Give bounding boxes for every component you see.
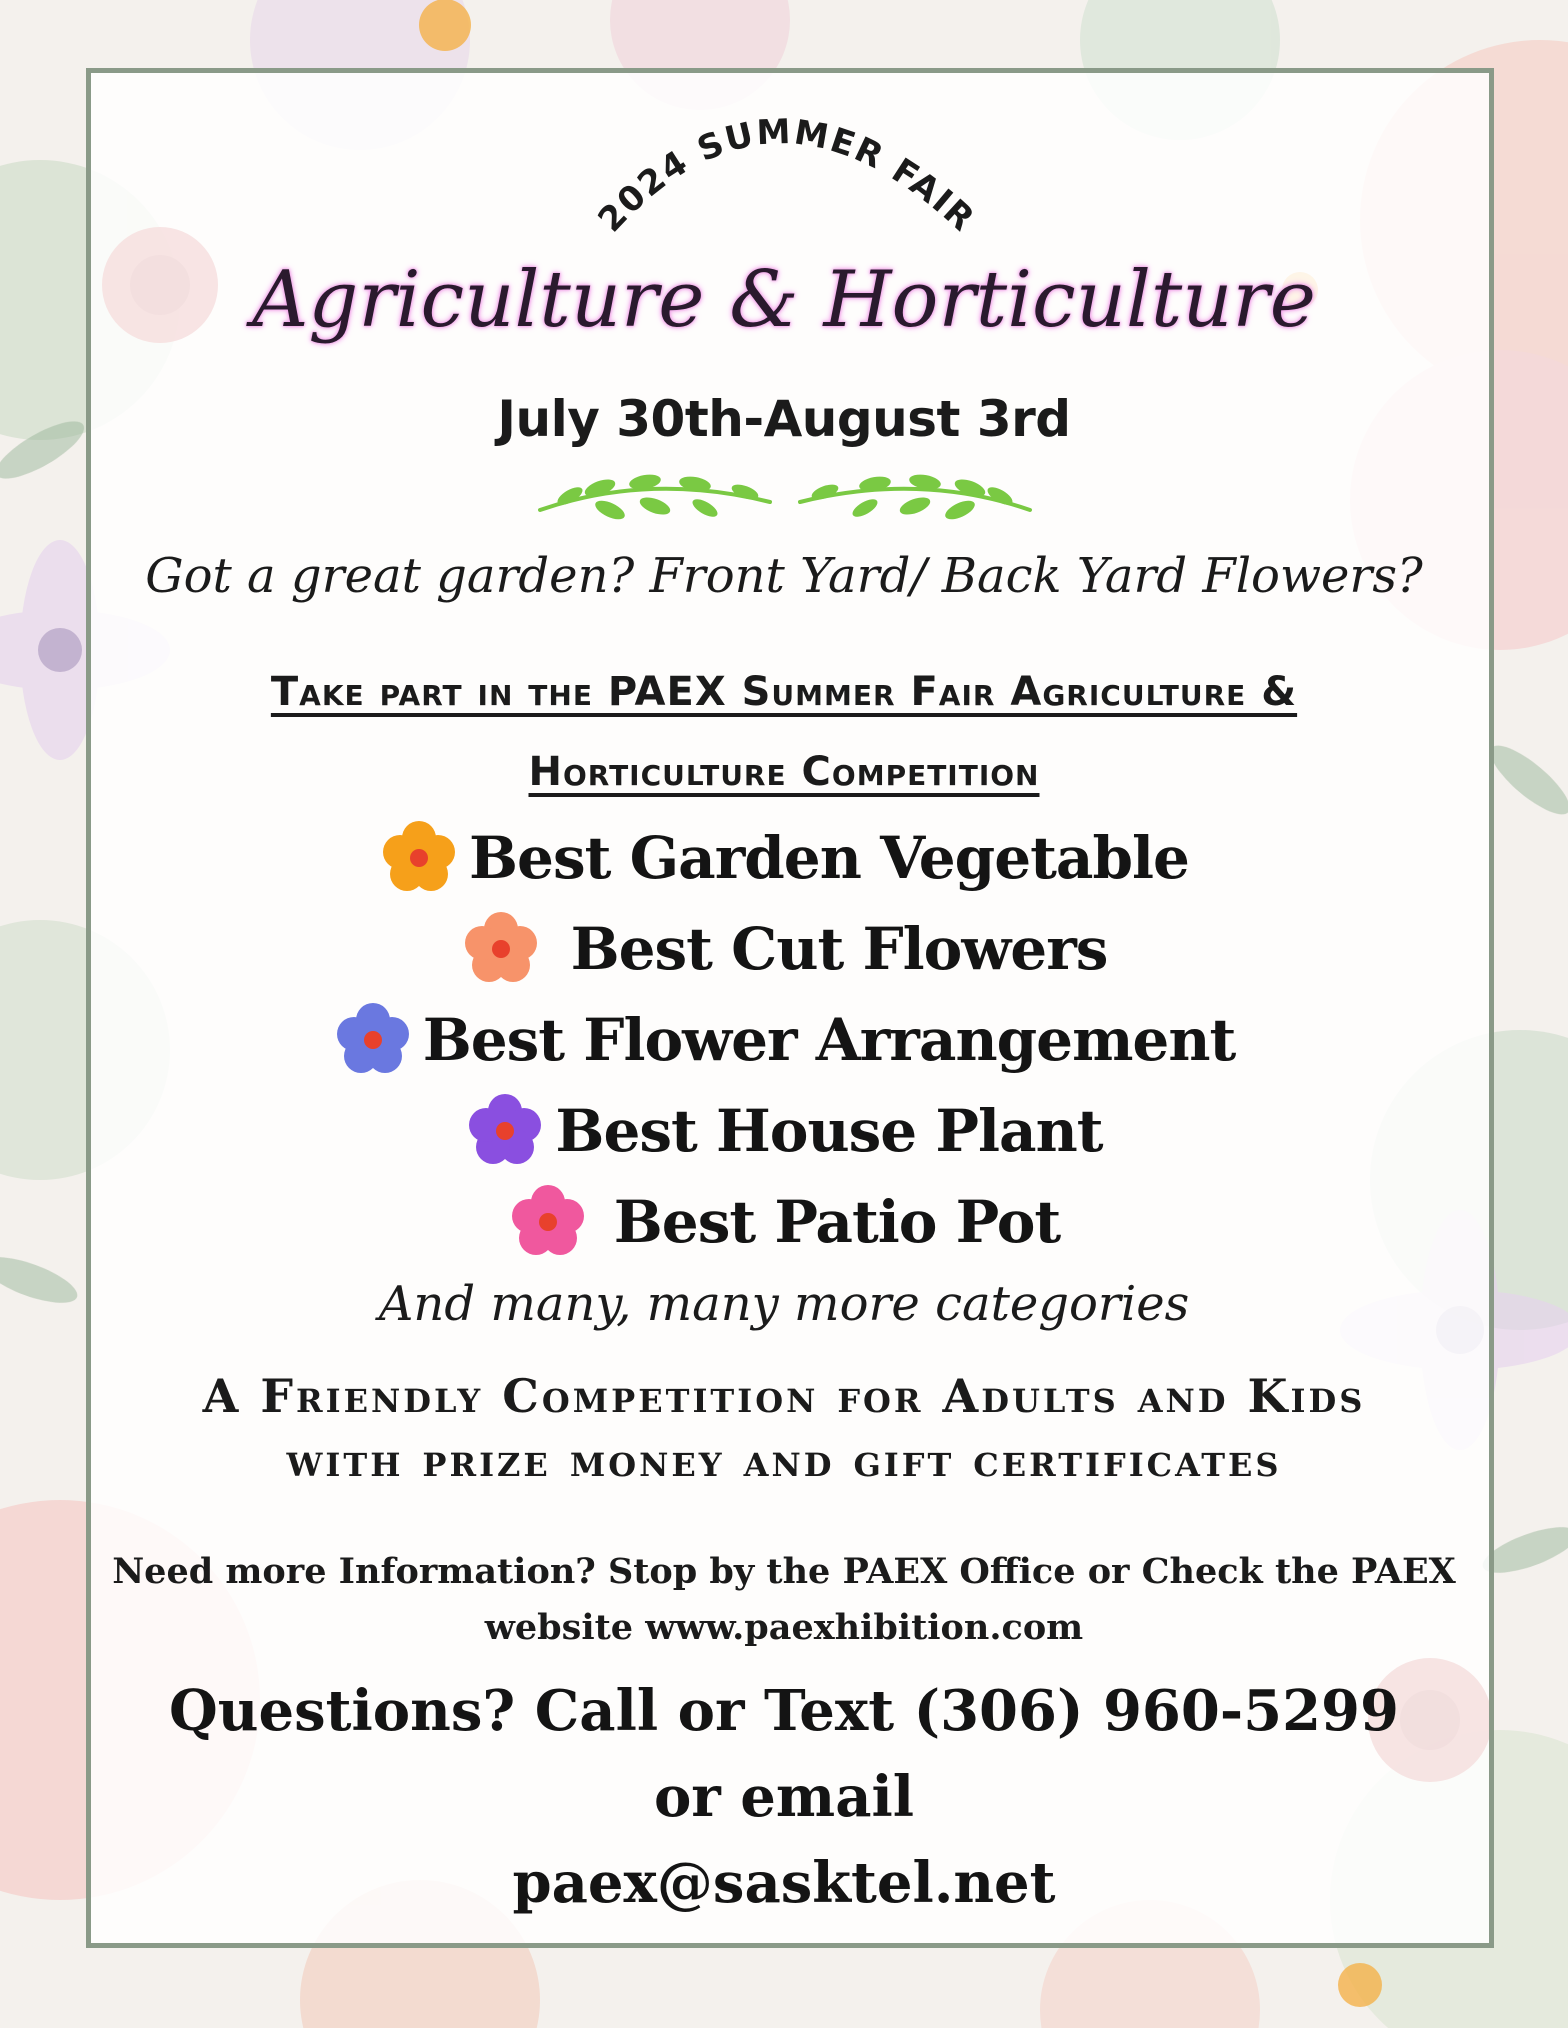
year-label: 2024 SUMMER FAIR xyxy=(590,111,983,241)
category-item xyxy=(0,1085,1568,1176)
vine-divider-icon xyxy=(530,462,1040,532)
event-dates: July 30th-August 3rd xyxy=(497,390,1071,448)
category-label: Best House Plant xyxy=(555,1096,1103,1165)
purple-flower-icon xyxy=(465,1091,545,1171)
category-list xyxy=(0,812,1568,1267)
more-info-text xyxy=(0,1544,1568,1656)
peach-flower-icon xyxy=(461,909,541,989)
take-part-heading xyxy=(0,652,1568,812)
info-line-1: Need more Information? Stop by the PAEX Office or Check the PAEX xyxy=(112,1551,1456,1592)
info-line-2: website www.paexhibition.com xyxy=(484,1607,1084,1648)
category-item xyxy=(0,903,1568,994)
contact-email: paex@sasktel.net xyxy=(512,1850,1056,1916)
event-title: Agriculture & Horticulture xyxy=(252,255,1316,345)
category-item xyxy=(0,1176,1568,1267)
take-part-line-2: Horticulture Competition xyxy=(528,749,1040,795)
orange-flower-icon xyxy=(379,818,459,898)
friendly-line-2: with prize money and gift certificates xyxy=(286,1433,1282,1487)
friendly-line-1: A Friendly Competition for Adults and Kids xyxy=(202,1369,1366,1423)
pink-flower-icon xyxy=(508,1182,588,1262)
blue-flower-icon xyxy=(333,1000,413,1080)
take-part-line-1: Take part in the PAEX Summer Fair Agriculture & xyxy=(270,669,1298,715)
contact-block xyxy=(0,1668,1568,1926)
category-item xyxy=(0,994,1568,1085)
friendly-competition-text xyxy=(0,1364,1568,1492)
category-label: Best Flower Arrangement xyxy=(422,1005,1236,1074)
category-label: Best Garden Vegetable xyxy=(469,823,1189,892)
year-label-arc xyxy=(0,0,1568,260)
contact-or-email: or email xyxy=(653,1764,915,1830)
category-label: Best Cut Flowers xyxy=(570,914,1108,983)
more-categories-note: And many, many more categories xyxy=(378,1276,1190,1332)
contact-phone: Questions? Call or Text (306) 960-5299 xyxy=(169,1678,1399,1744)
category-label: Best Patio Pot xyxy=(613,1187,1061,1256)
category-item xyxy=(0,812,1568,903)
garden-question: Got a great garden? Front Yard/ Back Yard Flowers? xyxy=(145,548,1423,604)
